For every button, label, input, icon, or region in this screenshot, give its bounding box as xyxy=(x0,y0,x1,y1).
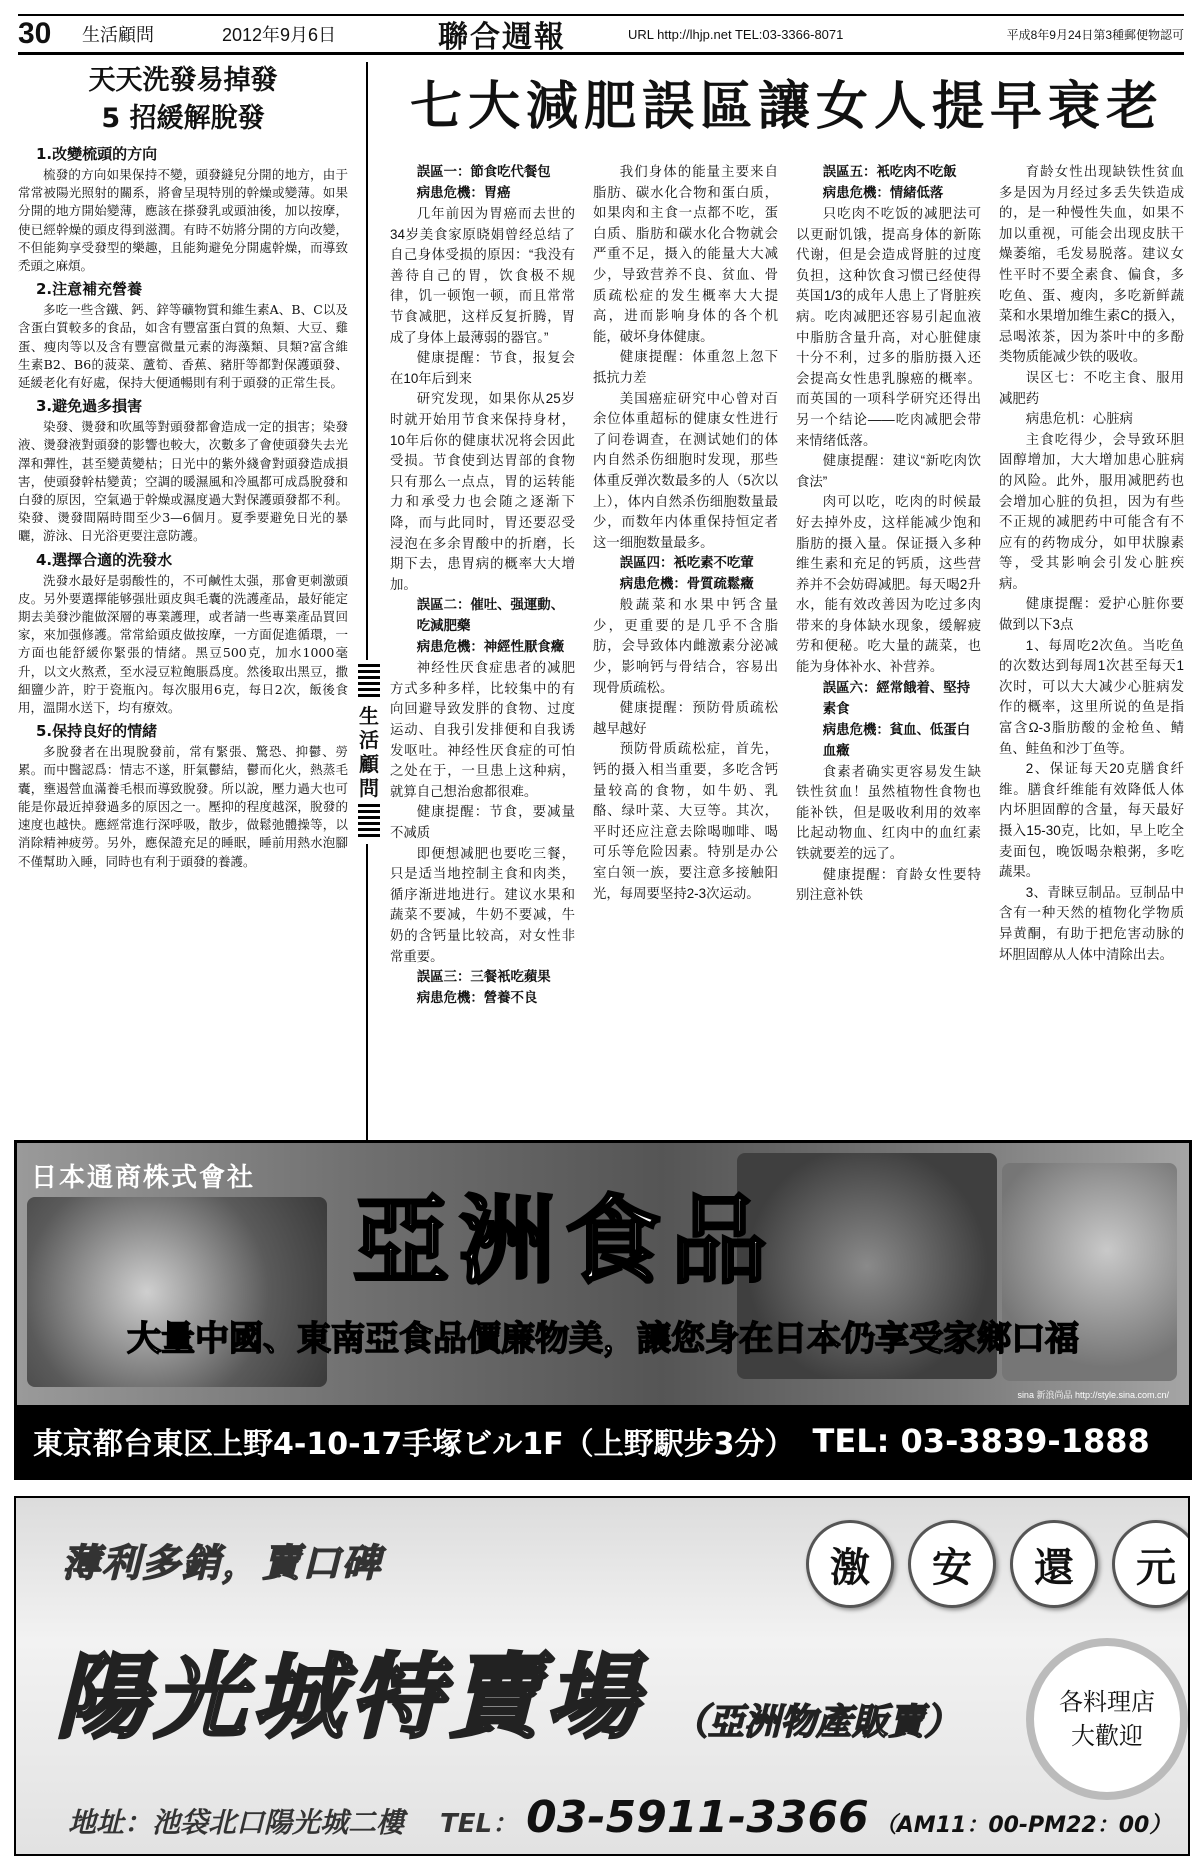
article-paragraph: 神经性厌食症患者的减肥方式多种多样，比较集中的有向回避导致发胖的食物、过度运动、自我引发排便和自我诱发呕吐。神经性厌食症的可怕之处在于，一旦患上这种病，就算自己想治愈都很难。 xyxy=(390,660,575,799)
article-title-line2: 5 招緩解脫發 xyxy=(101,103,265,134)
tel-label: TEL： xyxy=(440,1809,519,1839)
issue-date: 2012年9月6日 xyxy=(222,25,337,45)
article-paragraph: 般蔬菜和水果中钙含量少，更重要的是几乎不含脂肪，会导致体内雌激素分泌减少，影响钙与骨结合，容易出现骨质疏松。 xyxy=(593,597,778,695)
article-paragraph: 健康提醒：建议“新吃肉饮食法” xyxy=(796,453,981,489)
article-paragraph: 我们身体的能量主要来自脂肪、碳水化合物和蛋白质，如果肉和主食一点都不吃，蛋白质、脂肪和碳水化合物就会严重不足，摄入的能量大大减少，导致营养不良、贫血、骨质疏松症的发生概率大大提高，进而影响身体的各个机能，破坏身体健康。 xyxy=(593,164,778,344)
article-paragraph: 研究发现，如果你从25岁时就开始用节食来保持身材，10年后你的健康状况将会因此受损。节食使到达胃部的食物只有那么一点点，胃的运转能力和承受力也会随之逐渐下降，而与此同时，胃还要忍受浸泡在多余胃酸中的折磨，长期下去，患胃病的概率大大增加。 xyxy=(390,391,575,592)
article-paragraph: 育龄女性出现缺铁性贫血多是因为月经过多丢失铁造成的，是一种慢性失血，如果不加以重视，可能会出现皮肤干燥萎缩，毛发易脱落。建议女性平时不要全素食、偏食，多吃鱼、蛋、瘦肉，多吃新鲜蔬菜和水果增加维生素C的摄入，忌喝浓茶，因为茶叶中的多酚类物质能减少铁的吸收。 xyxy=(999,164,1184,365)
article-paragraph: 美国癌症研究中心曾对百余位体重超标的健康女性进行了问卷调查，在测试她们的体内自然杀伤细胞时发现，那些体重反弹次数最多的人（5次以上），体内自然杀伤细胞数量最少，而数年内体重保持恒定者这一细胞数量最多。 xyxy=(593,390,778,550)
promo-circle: 激 xyxy=(806,1520,894,1608)
section-name: 生活顧問 xyxy=(82,25,154,45)
promo-circle: 還 xyxy=(1010,1520,1098,1608)
store-name: 陽光城特賣場 xyxy=(56,1644,645,1751)
sunshine-store-ad xyxy=(14,1496,1190,1856)
ad-tagline: 大量中國、東南亞食品價廉物美，讓您身在日本仍享受家鄉口福 xyxy=(127,1319,1079,1359)
article-paragraph: 3、青睐豆制品。豆制品中含有一种天然的植物化学物质异黄酮，有助于把危害动脉的坏胆固醇从人体中清除出去。 xyxy=(999,884,1184,962)
restaurant-badge xyxy=(1026,1638,1188,1800)
ad-address-bar xyxy=(17,1405,1189,1477)
section-body: 洗發水最好是弱酸性的，不可鹹性太强，那會更刺激頭皮。另外要選擇能够强壯頭皮與毛囊的洗護產品，最好能定期去美發沙龍做深層的專業護理，或者請一些專業產品買回家，來加强修護。常常給頭皮做按摩，一方面促進循環，一方面也能舒緩你緊張的情緒。黑豆500克，加水1000毫升，以文火熬煮，至水浸豆粒飽脹爲度。然後取出黑豆，撒細鹽少許，貯于瓷瓶內。每次服用6克，每日2次，飯後食用，溫開水送下，均有療效。 xyxy=(18,572,348,716)
side-label-text xyxy=(355,704,383,800)
article-paragraph: 健康提醒：爱护心脏你要做到以下3点 xyxy=(999,596,1184,633)
article-paragraph: 误区七：不吃主食、服用减肥药 xyxy=(999,369,1184,406)
section-body: 多脫發者在出現脫發前，常有緊張、驚恐、抑鬱、勞累。而中醫認爲：情志不遂，肝氣鬱結，鬱而化火，熱蒸毛囊，壅遏營血滿養毛根而導致脫發。所以說，壓力過大也可能是你最近掉發過多的原因之一。壓抑的程度越深，脫發的速度也越快。應經常進行深呼吸，散步，做鬆弛體操等，以消除精神疲勞。另外，應保證充足的睡眠，睡前用熱水泡腳不僅幫助入睡，同時也有利于頭發的養護。 xyxy=(18,744,348,869)
article-paragraph: 肉可以吃，吃肉的时候最好去掉外皮，这样能减少饱和脂肪的摄入量。保证摄入多种维生素和充足的钙质，这些营养并不会妨碍减肥。每天喝2升水，能有效改善因为吃过多肉带来的身体缺水现象，缓解疲劳和便秘。吃大量的蔬菜，也能为身体补水、补营养。 xyxy=(796,494,981,675)
article-paragraph: 即便想减肥也要吃三餐，只是适当地控制主食和肉类，循序渐进地进行。建议水果和蔬菜不要减，牛奶不要减，牛奶的含钙量比较高，对女性非常重要。 xyxy=(390,845,575,964)
section-side-label xyxy=(355,660,383,844)
article-subheading: 誤區三：三餐衹吃蘋果 xyxy=(416,970,551,986)
article-paragraph: 健康提醒：体重忽上忽下抵抗力差 xyxy=(593,349,778,385)
article-paragraph: 健康提醒：节食，报复会在10年后到来 xyxy=(390,350,575,386)
article-paragraph: 健康提醒：预防骨质疏松越早越好 xyxy=(593,700,778,736)
hair-loss-article xyxy=(18,62,348,1122)
article-subheading: 病患危機：胃癌 xyxy=(416,186,511,201)
newspaper-logo: 聯合週報 xyxy=(438,20,566,55)
article-title-line1: 天天洗發易掉發 xyxy=(88,65,278,96)
store-contact xyxy=(68,1792,1171,1843)
article-subheading: 病患危機：情緒低落 xyxy=(822,186,944,201)
ad-company: 日本通商株式會社 xyxy=(31,1163,256,1193)
article-subheading: 誤區六：經常餓着、堅持素食 xyxy=(822,680,971,717)
article-paragraph: 主食吃得少，会导致环胆固醇增加，大大增加患心脏病的风险。此外，服用减肥药也会增加心脏的负担，因为有些不正规的减肥药中可能含有不应有的药物成分，如甲状腺素等，受其影响会引发心脏疾病。 xyxy=(999,431,1184,591)
section-heading: 2.注意補充營養 xyxy=(36,280,143,299)
article-paragraph: 2、保证每天20克膳食纤维。膳食纤维能有效降低人体内坏胆固醇的含量，每天最好摄入15-30克，比如，早上吃全麦面包，晚饭喝杂粮粥，多吃蔬果。 xyxy=(999,761,1184,880)
side-label-char: 活 xyxy=(359,728,379,752)
store-subtitle: （亞洲物產販賣） xyxy=(672,1702,961,1743)
article-subheading: 病患危機：營養不良 xyxy=(416,991,538,1007)
side-label-char: 顧 xyxy=(359,752,379,776)
side-label-char: 問 xyxy=(359,776,379,800)
photo-credit: sina 新浪尚品 http://style.sina.com.cn/ xyxy=(1017,1390,1169,1400)
ad-address: 東京都台東区上野4-10-17手塚ビル1F（上野駅步3分） xyxy=(33,1427,795,1462)
page-header xyxy=(18,14,1184,55)
page-number: 30 xyxy=(18,17,52,50)
article-paragraph: 食素者确实更容易发生缺铁性贫血！虽然植物性食物也能补铁，但是吸收利用的效率比起动物血、红肉中的血红素铁就要差的远了。 xyxy=(796,763,981,862)
article-column xyxy=(593,162,778,1127)
article-paragraph: 1、每周吃2次鱼。当吃鱼的次数达到每周1次甚至每天1次时，可以大大减少心脏病发作的概率，这里所说的鱼是指富含Ω-3脂肪酸的金枪鱼、鲭鱼、鲑鱼和沙丁鱼等。 xyxy=(999,637,1184,756)
business-hours: （AM11：00-PM22：00） xyxy=(874,1813,1172,1838)
article-subheading: 誤區五：衹吃肉不吃飯 xyxy=(822,165,957,180)
promo-circles xyxy=(806,1520,1190,1608)
article-subheading: 誤區二：催吐、强運動、吃減肥藥 xyxy=(416,598,565,635)
article-paragraph: 健康提醒：节食，要减量不减质 xyxy=(390,804,575,841)
stripe-decoration xyxy=(358,664,380,700)
ad-tel: TEL: 03-3839-1888 xyxy=(812,1422,1150,1460)
promo-circle: 安 xyxy=(908,1520,996,1608)
url-tel: URL http://lhjp.net TEL:03-3366-8071 xyxy=(628,26,844,42)
section-heading: 4.選擇合適的洗發水 xyxy=(36,550,173,569)
article-subheading: 誤區四：衹吃素不吃葷 xyxy=(619,556,754,572)
article-paragraph: 只吃肉不吃饭的减肥法可以更耐饥饿，提高身体的新陈代谢，但是会造成肾脏的过度负担，这种饮食习惯已经使得英国1/3的成年人患上了肾脏疾病。吃肉减肥还容易引起血液中脂肪含量升高，对心脏健康十分不利，过多的脂肪摄入还会提高女性患乳腺癌的概率。而英国的一项科学研究还得出另一个结论——吃肉减肥会带来情绪低落。 xyxy=(796,206,981,448)
badge-line: 各料理店 xyxy=(1059,1688,1155,1716)
promo-circle: 元 xyxy=(1112,1520,1190,1608)
diet-article-body xyxy=(390,162,1184,1127)
section-heading: 3.避免過多損害 xyxy=(36,397,143,416)
section-heading: 1.改變梳頭的方向 xyxy=(36,145,158,163)
column-divider xyxy=(366,62,368,1140)
article-column xyxy=(796,162,981,1127)
article-paragraph: 病患危机：心脏病 xyxy=(1025,411,1133,427)
article-paragraph: 健康提醒：育龄女性要特别注意补铁 xyxy=(796,866,981,903)
article-subheading: 病患危機：貧血、低蛋白血癥 xyxy=(822,722,971,759)
section-heading: 5.保持良好的情緒 xyxy=(36,722,158,741)
article-paragraph: 几年前因为胃癌而去世的34岁美食家原晓娟曾经总结了自己身体受损的原因：“我没有善待自己的胃，饮食极不规律，饥一顿饱一顿，而且常常节食减肥，这样反复折腾，胃成了身体上最薄弱的器官。” xyxy=(390,206,575,345)
tel-number: 03-5911-3366 xyxy=(526,1792,869,1843)
stripe-decoration xyxy=(358,804,380,840)
main-headline: 七大減肥誤區讓女人提早衰老 xyxy=(409,76,1164,137)
section-body: 多吃一些含鐵、鈣、鋅等礦物質和維生素A、B、C以及含蛋白質較多的食品，如含有豐富蛋白質的魚類、大豆、雞蛋、瘦肉等以及含有豐富微量元素的海藻類、貝類?富含維生素B2、B6的菠菜、蘆筍、香蕉、豬肝等都對保護頭發、延緩老化有好處，保持大便通暢則有利于頭發的正常生長。 xyxy=(18,302,348,391)
article-subheading: 病患危機：神經性厭食癥 xyxy=(416,640,565,656)
article-paragraph: 预防骨质疏松症，首先，钙的摄入相当重要，多吃含钙量较高的食物，如牛奶、乳酪、绿叶菜、大豆等。其次，平时还应注意去除喝咖啡、喝可乐等危险因素。特别是办公室白领一族，要注意多接触阳光，每周要坚持2-3次运动。 xyxy=(593,741,778,901)
article-column xyxy=(390,162,575,1127)
ad-slogan: 薄利多銷，賣口碑 xyxy=(62,1541,383,1585)
ad-brand: 亞洲食品 xyxy=(353,1185,777,1297)
section-body: 染發、燙發和吹風等對頭發都會造成一定的損害；染發液、燙發液對頭發的影響也較大，次數多了會使頭發失去光澤和彈性，甚至變黄變枯；日光中的紫外綫會對頭發造成損害，使頭發幹枯變黄；空調的暖濕風和冷風都可成爲脫發和白發的原因，空氣過于幹燥或濕度過大對保護頭發都不利。染發、燙發間隔時間至少3—6個月。夏季要避免日光的暴曬，游泳、日光浴更要注意防護。 xyxy=(18,419,348,544)
article-column xyxy=(999,162,1184,1127)
article-subheading: 誤區一：節食吃代餐包 xyxy=(416,165,551,180)
store-address: 地址：池袋北口陽光城二樓 xyxy=(68,1806,405,1839)
article-subheading: 病患危機：骨質疏鬆癥 xyxy=(619,577,754,593)
postal-permit: 平成8年9月24日第3種郵便物認可 xyxy=(1006,27,1184,42)
asia-food-ad xyxy=(14,1140,1192,1480)
section-body: 梳發的方向如果保持不變，頭發縫兒分開的地方，由于常常被陽光照射的關系，將會呈現特別的幹燥或變薄。如果分開的地方開始變薄，應該在搽發乳或頭油後，加以按摩，使已經幹燥的頭皮得到滋潤。有時不妨將分開的方向改變，不但能夠享受發型的樂趣，且能夠避免分開處幹燥，而導致禿頭之麻煩。 xyxy=(18,167,348,274)
side-label-char: 生 xyxy=(359,704,379,728)
badge-line: 大歡迎 xyxy=(1071,1722,1143,1750)
